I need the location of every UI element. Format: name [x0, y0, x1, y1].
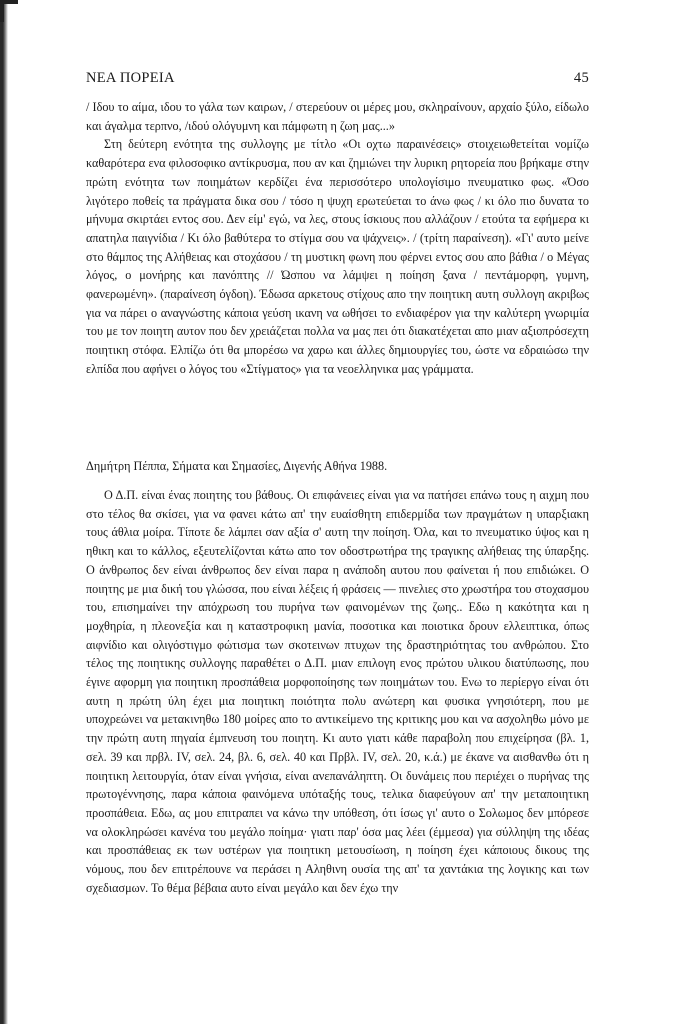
- book-review: [86, 486, 589, 897]
- scan-edge: [0, 0, 8, 1024]
- body-paragraph: Ο Δ.Π. είναι ένας ποιητης του βάθους. Οι επιφάνειες είναι για να πατήσει επάνω τους η αιχμη που στο τέλος θα σκίσει, για να φανει κάτω απ' την ευαίσθητη επιδερμίδα των πραγμάτων η υπαρξιακη τους άθλια μοίρα. Τίποτε δε λάμπει σαν αξία σ' αυτη την ποίηση. Όλα, και το πνευματικο ύψος και η ηθικη και το κάλλος, εξευτελίζονται κάτω απο τον οδοστρωτήρα της τραγικης αλήθειας της ύπαρξης. Ο άνθρωπος δεν είναι άνθρωπος δεν είναι παρα η ανάποδη αυτου που φαίνεται ή που επιδιώκει. Ο ποιητης με μια δική του γλώσσα, που είναι λέξεις ή φράσεις — πινελιες στο χρωστήρα του στοχασμου του, επισημαίνει την απόχρωση του πυρήνα των φαινομένων της ζωης.. Εδω η κακότητα και η μοχθηρία, η πλεονεξία και η καταστροφικη μανία, ποσοτικα και ποιοτικα δρουν ελλειπτικα, όπως αιφνίδιο και ολιγόστιγμο φώτισμα των σκοτεινων πτυχων της δραστηριότητας του ανθρώπου. Στο τέλος της ποιητικης συλλογης παραθέτει ο Δ.Π. μιαν επιλογη ενος πρώτου υλικου διατύπωσης, που έγινε αφορμη για ποιητικη προσπάθεια μορφοποίησης των ποιημάτων του. Ενω το περίεργο είναι ότι αυτη η πρώτη ύλη έχει μια ποιητικη ποιότητα πολυ ανώτερη και φυσικα γνησιότερη, που με υποχρεώνει να μετακινηθω 180 μοίρες απο το αντικείμενο της κριτικης μου και να ασχοληθω μόνο με την πρώτη αυτη πηγαία έμπνευση του ποιητη. Κι αυτο γιατι κάθε παραβολη που επιχείρησα (βλ. 1, σελ. 39 και πρβλ. IV, σελ. 24, βλ. 6, σελ. 40 και Πρβλ. IV, σελ. 20, κ.ά.) με έκανε να αισθανθω ότι η ποιητικη λειτουργία, όταν είναι γνήσια, είναι ανεπανάληπτη. Οι δυνάμεις που περιέχει ο πυρήνας της πρωτογέννησης, παρα κάποια φαινόμενα υπόταξής τους, τελικα διαφεύγουν απ' την μεταποιητικη προσπάθεια. Εδω, ας μου επιτραπει να κάνω την υπόθεση, ότι ίσως γι' αυτο ο Σολωμος δεν μπόρεσε να ολοκληρώσει κανένα του μεγάλο ποίημα· γιατι παρ' όσα μας λέει (έμμεσα) για σύλληψη της ιδέας και προσπάθειας εκ των υστέρων για ποιητικη μετουσίωση, η ποίηση έχει κάποιους δικους της νόμους, που δεν επιτρέπουνε να περάσει η Αληθινη ουσία της απ' τα χαντάκια της λογικης και των σχεδιασμων. Το θέμα βέβαια αυτο είναι μεγάλο και δεν έχω την: [86, 488, 589, 895]
- review-continuation: [86, 98, 589, 379]
- poem-quote-end: / Ιδου το αίμα, ιδου το γάλα των καιρων, / στερεύουν οι μέρες μου, σκληραίνουν, αρχαίο ξύλο, είδωλο και άγαλμα τερπνο, /ιδού ολόγυμνη και πάμφωτη η ζωη μας...»: [86, 100, 589, 133]
- scan-mark: [0, 0, 4, 22]
- book-review-heading: Δημήτρη Πέππα, Σήματα και Σημασίες, Διγενής Αθήνα 1988.: [86, 459, 388, 473]
- page-header: [86, 70, 589, 87]
- page-number: 45: [573, 70, 589, 86]
- body-paragraph: Στη δεύτερη ενότητα της συλλογης με τίτλο «Οι οχτω παραινέσεις» στοιχειωθετείται νομίζω καθαρότερα ενα φιλοσοφικο αντίκρυσμα, που αν και ζημιώνει την λυρικη ρητορεία που βρήκαμε στην πρώτη ενότητα των ποιημάτων κερδίζει ένα περισσότερο υπολογίσιμο πνευματικο φως. «Όσο λιγότερο ποθείς τα πράγματα δικα σου / τόσο η ψυχη ερωτεύεται το άνω φως / κι όλο πιο δυνατα το μήνυμα σκιρτάει εντος σου. Δεν είμ' εγώ, να λες, στους ίσκιους που αλλάζουν / ετούτα τα εφήμερα κι απατηλα παιγνίδια / Κι όλο βαθύτερα το στίγμα σου να ψάχνεις». / (τρίτη παραίνεση). «Γι' αυτο μείνε στο θάμπος της Αλήθειας και στοχάσου / τη μυστικη φωνη που φέρνει εντος σου απο βάθια / ο Μέγας λόγος, ο μονήρης και πανόπτης // Ώσπου να λάμψει η ποίηση ξανα / πεντάμορφη, γυμνη, φανερωμένη». (παραίνεση όγδοη). Έδωσα αρκετους στίχους απο την ποιητικη αυτη συλλογη ακριβως για να πάρει ο αναγνώστης κάποια γεύση ικανη να ωθήσει το ενδιαφέρον για την καλύτερη γνωριμία του με τον ποιητη αυτον που δεν χρειάζεται πολλα να μας πει ότι διακατέχεται απο μιαν αξιοπρόσεχτη ποιητικη στόφα. Ελπίζω ότι θα μπορέσω να χαρω και άλλες δημιουργίες του, ώστε να εδραιώσω την ελπίδα που αφήνει ο λόγος του «Στίγματος» για τα νεοελληνικα μας γράμματα.: [86, 137, 589, 376]
- journal-title: ΝΕΑ ΠΟΡΕΙΑ: [86, 70, 175, 86]
